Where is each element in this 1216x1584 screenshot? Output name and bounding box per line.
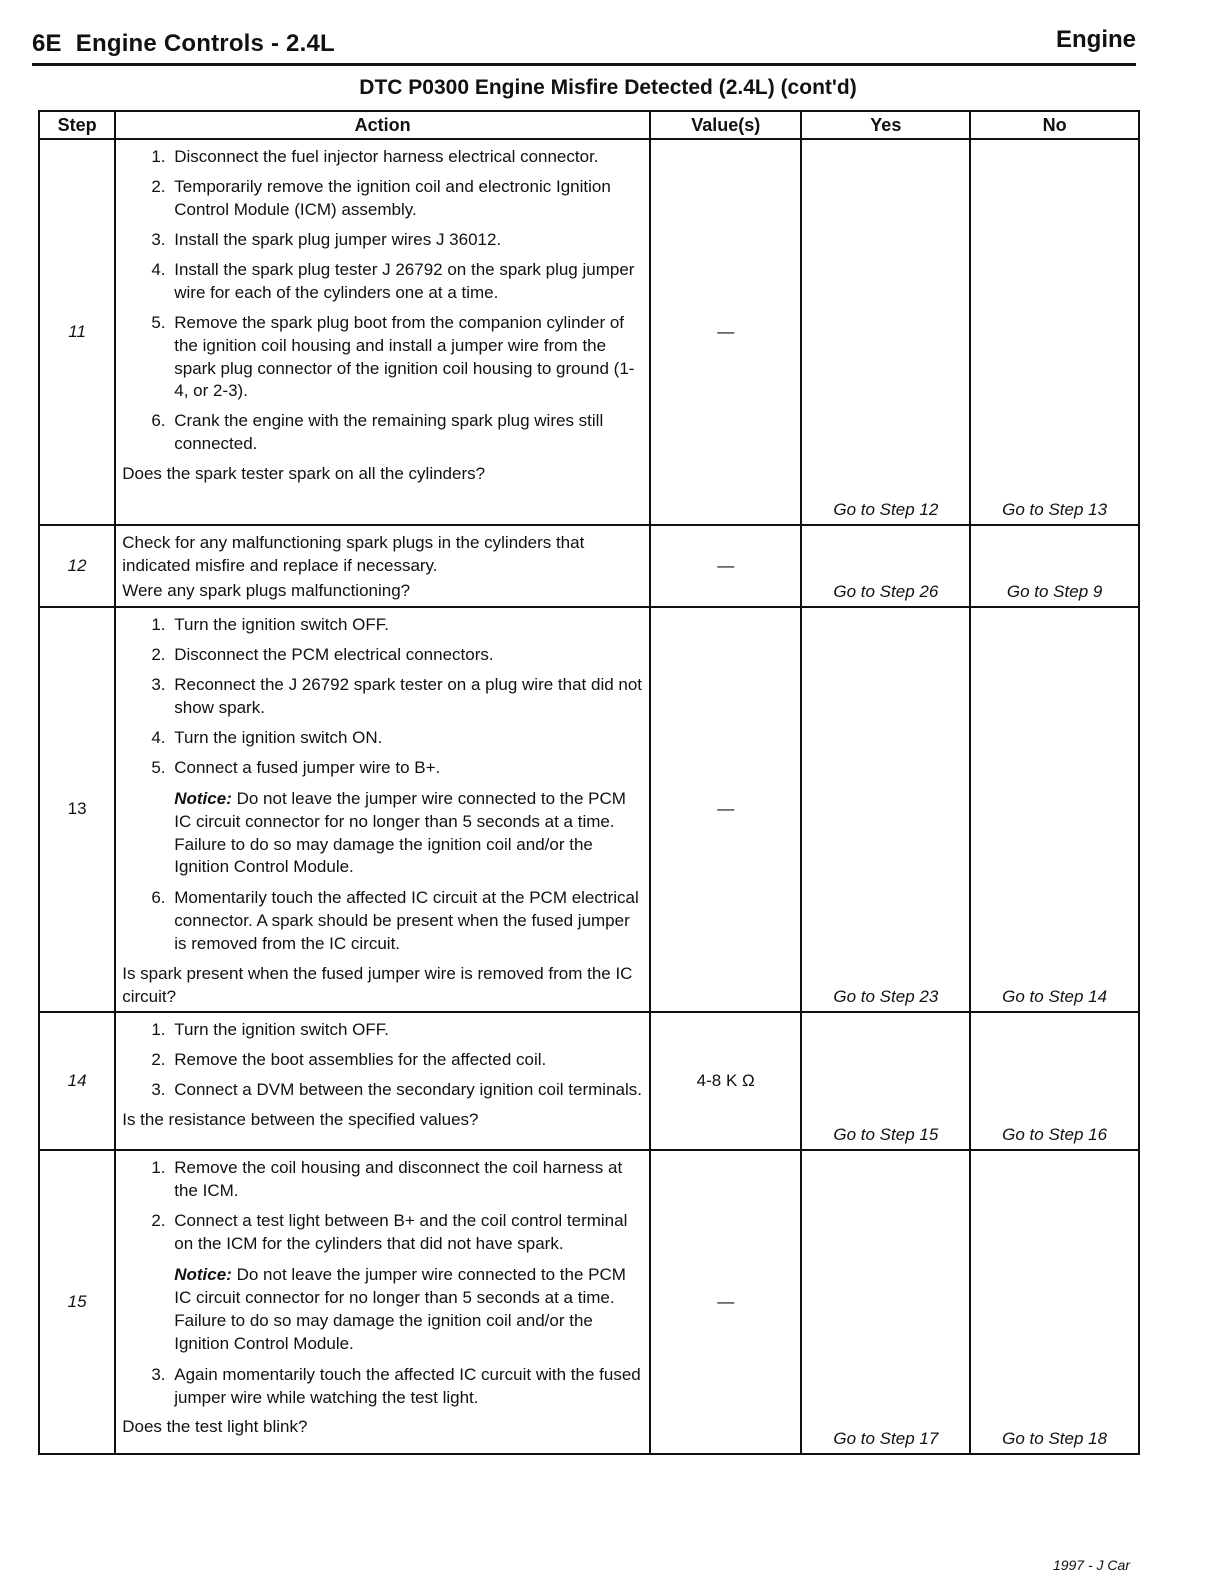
action-question: Is spark present when the fused jumper wire is removed from the IC circuit? xyxy=(122,964,633,1007)
list-item: 3. Reconnect the J 26792 spark tester on a plug wire that did not show spark. xyxy=(170,674,645,720)
notice-label: Notice: xyxy=(174,788,232,808)
list-item: 5. Remove the spark plug boot from the companion cylinder of the ignition coil housing and install a jumper wire from the spark plug connector of the ignition coil housing to ground (1-4, or 2-3). xyxy=(170,312,645,404)
list-item: 3. Connect a DVM between the secondary ignition coil terminals. xyxy=(170,1079,645,1102)
list-item: 1. Turn the ignition switch OFF. xyxy=(170,614,645,637)
table-row-step-12 xyxy=(39,525,1139,607)
no-cell: Go to Step 16 xyxy=(970,1012,1139,1150)
table-row-step-14 xyxy=(39,1012,1139,1150)
page-title: DTC P0300 Engine Misfire Detected (2.4L) (cont'd) xyxy=(359,76,857,99)
yes-cell: Go to Step 12 xyxy=(801,139,970,525)
step-number: 11 xyxy=(39,139,115,525)
table-row-step-13 xyxy=(39,607,1139,1012)
notice-text: Do not leave the jumper wire connected to the PCM IC circuit connector for no longer than 5 seconds at a time. Failure to do so may damage the ignition coil and/or the Ignition Control Module. xyxy=(174,1264,626,1353)
notice-block xyxy=(174,788,645,880)
step-number: 14 xyxy=(39,1012,115,1150)
list-item: 3. Again momentarily touch the affected IC curcuit with the fused jumper wire while watching the test light. xyxy=(170,1364,645,1410)
list-item: 2. Connect a test light between B+ and the coil control terminal on the ICM for the cylinders that did not have spark. xyxy=(170,1210,645,1256)
action-list-continued xyxy=(122,1364,645,1410)
value-cell: — xyxy=(650,525,801,607)
value-cell: 4-8 K Ω xyxy=(650,1012,801,1150)
table-row-step-11 xyxy=(39,139,1139,525)
list-item: 6. Crank the engine with the remaining spark plug wires still connected. xyxy=(170,410,645,456)
yes-cell: Go to Step 17 xyxy=(801,1150,970,1454)
list-item: 3. Install the spark plug jumper wires J 36012. xyxy=(170,229,645,252)
list-item: 2. Temporarily remove the ignition coil and electronic Ignition Control Module (ICM) assembly. xyxy=(170,176,645,222)
action-text: Check for any malfunctioning spark plugs in the cylinders that indicated misfire and replace if necessary. xyxy=(122,533,585,575)
value-cell: — xyxy=(650,607,801,1012)
yes-cell: Go to Step 15 xyxy=(801,1012,970,1150)
value-cell: — xyxy=(650,1150,801,1454)
list-item: 4. Turn the ignition switch ON. xyxy=(170,727,645,750)
list-item: 2. Remove the boot assemblies for the affected coil. xyxy=(170,1049,645,1072)
list-item: 5. Connect a fused jumper wire to B+. xyxy=(170,757,645,780)
action-cell xyxy=(115,139,650,525)
action-list xyxy=(122,1157,645,1256)
table-header-row xyxy=(39,111,1139,139)
diagnostic-table xyxy=(38,110,1140,1455)
list-item: 1. Turn the ignition switch OFF. xyxy=(170,1019,645,1042)
no-cell: Go to Step 18 xyxy=(970,1150,1139,1454)
column-header-yes: Yes xyxy=(801,111,970,139)
action-cell xyxy=(115,525,650,607)
no-cell: Go to Step 9 xyxy=(970,525,1139,607)
list-item: 6. Momentarily touch the affected IC circuit at the PCM electrical connector. A spark should be present when the fused jumper is removed from the IC circuit. xyxy=(170,887,645,956)
list-item: 1. Remove the coil housing and disconnect the coil harness at the ICM. xyxy=(170,1157,645,1203)
list-item: 4. Install the spark plug tester J 26792 on the spark plug jumper wire for each of the cylinders one at a time. xyxy=(170,259,645,305)
notice-block xyxy=(174,1264,645,1356)
section-code: 6E xyxy=(32,30,62,57)
action-question: Is the resistance between the specified values? xyxy=(122,1109,479,1129)
section-title: Engine Controls - 2.4L xyxy=(75,30,335,57)
table-row-step-15 xyxy=(39,1150,1139,1454)
notice-label: Notice: xyxy=(174,1264,232,1284)
category-label: Engine xyxy=(1055,26,1136,53)
action-list xyxy=(122,1019,645,1102)
step-number: 12 xyxy=(39,525,115,607)
action-list-continued xyxy=(122,887,645,956)
value-cell: — xyxy=(650,139,801,525)
list-item: 2. Disconnect the PCM electrical connectors. xyxy=(170,644,645,667)
header-rule xyxy=(32,63,1136,66)
action-question: Does the test light blink? xyxy=(122,1417,308,1437)
column-header-action: Action xyxy=(115,111,650,139)
page-footer: 1997 - J Car xyxy=(1052,1557,1130,1573)
column-header-values: Value(s) xyxy=(650,111,801,139)
no-cell: Go to Step 13 xyxy=(970,139,1139,525)
step-number: 13 xyxy=(39,607,115,1012)
action-cell xyxy=(115,1150,650,1454)
action-list xyxy=(122,614,645,780)
action-question: Were any spark plugs malfunctioning? xyxy=(122,580,411,600)
column-header-no: No xyxy=(970,111,1139,139)
section-heading xyxy=(32,30,335,58)
page-header xyxy=(32,22,1136,66)
action-list xyxy=(122,146,645,456)
action-question: Does the spark tester spark on all the cylinders? xyxy=(122,464,486,484)
no-cell: Go to Step 14 xyxy=(970,607,1139,1012)
column-header-step: Step xyxy=(39,111,115,139)
step-number: 15 xyxy=(39,1150,115,1454)
action-cell xyxy=(115,1012,650,1150)
notice-text: Do not leave the jumper wire connected to the PCM IC circuit connector for no longer than 5 seconds at a time. Failure to do so may damage the ignition coil and/or the Ignition Control Module. xyxy=(174,788,626,877)
action-cell xyxy=(115,607,650,1012)
yes-cell: Go to Step 23 xyxy=(801,607,970,1012)
list-item: 1. Disconnect the fuel injector harness electrical connector. xyxy=(170,146,645,169)
yes-cell: Go to Step 26 xyxy=(801,525,970,607)
